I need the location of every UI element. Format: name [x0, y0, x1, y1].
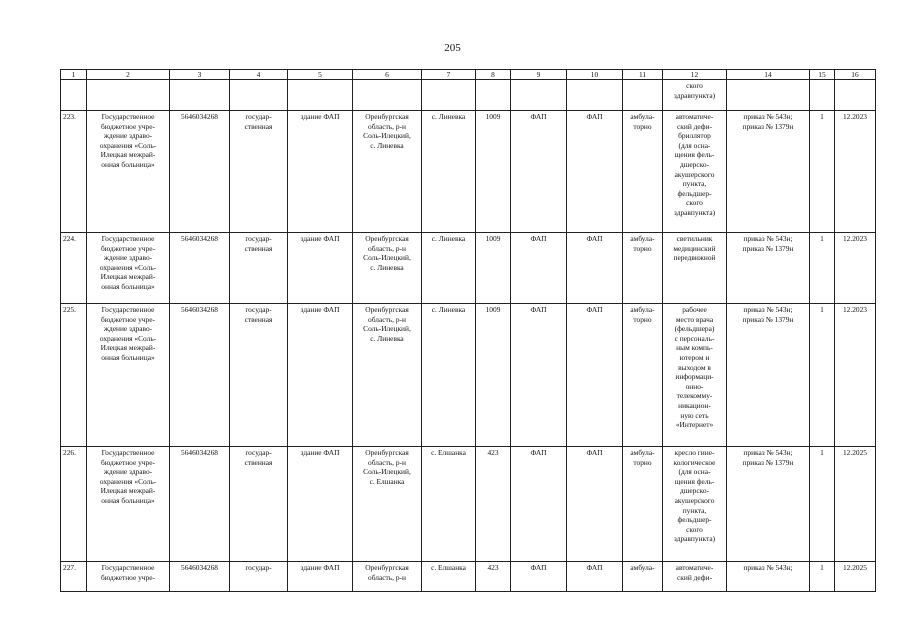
equipment-cell: светильник медицинский передвижной — [663, 233, 727, 304]
order-cell: приказ № 543н; приказ № 1379н — [727, 111, 810, 233]
row-number-cell: 227. — [61, 562, 87, 592]
column-number-header: 2 — [87, 70, 170, 80]
column-number-header: 6 — [353, 70, 422, 80]
table-row — [61, 233, 876, 304]
settlement-cell: с. Линевка — [422, 304, 476, 447]
column-number-header: 16 — [835, 70, 876, 80]
column-number-header: 3 — [170, 70, 230, 80]
facility-type-cell: ФАП — [511, 111, 567, 233]
column-number-header: 8 — [476, 70, 511, 80]
column-number-header: 1 — [61, 70, 87, 80]
care-condition-cell: амбула- торно — [623, 304, 663, 447]
date-cell: 12.2023 — [835, 304, 876, 447]
care-condition-cell: амбула- торно — [623, 111, 663, 233]
facility-type-cell: ФАП — [511, 562, 567, 592]
building-cell: здание ФАП — [288, 562, 353, 592]
settlement-cell: с. Елшанка — [422, 447, 476, 562]
column-number-header: 5 — [288, 70, 353, 80]
equipment-cell: автоматиче- ский дефи- — [663, 562, 727, 592]
inn-cell: 5646034268 — [170, 447, 230, 562]
table-row — [61, 304, 876, 447]
column-number-header: 11 — [623, 70, 663, 80]
organization-cell: Государственное бюджетное учре- ждение здраво- охранения «Соль- Илецкая межрай- онная больница» — [87, 111, 170, 233]
order-cell: приказ № 543н; приказ № 1379н — [727, 233, 810, 304]
facility-kind-cell: ФАП — [567, 233, 623, 304]
inn-cell: 5646034268 — [170, 233, 230, 304]
ownership-cell: государ- ственная — [230, 304, 288, 447]
care-condition-cell: амбула- — [623, 562, 663, 592]
row-number-cell: 223. — [61, 111, 87, 233]
column-number-header: 9 — [511, 70, 567, 80]
date-cell: 12.2023 — [835, 111, 876, 233]
care-condition-cell: амбула- торно — [623, 233, 663, 304]
facility-type-cell: ФАП — [511, 304, 567, 447]
date-cell: 12.2023 — [835, 233, 876, 304]
column-number-header: 15 — [810, 70, 835, 80]
order-cell: приказ № 543н; — [727, 562, 810, 592]
building-cell: здание ФАП — [288, 233, 353, 304]
population-cell: 1009 — [476, 111, 511, 233]
ownership-cell: государ- ственная — [230, 447, 288, 562]
organization-cell: Государственное бюджетное учре- ждение здраво- охранения «Соль- Илецкая межрай- онная больница» — [87, 447, 170, 562]
quantity-cell: 1 — [810, 111, 835, 233]
facility-kind-cell: ФАП — [567, 304, 623, 447]
column-number-header: 7 — [422, 70, 476, 80]
quantity-cell: 1 — [810, 447, 835, 562]
quantity-cell: 1 — [810, 304, 835, 447]
quantity-cell: 1 — [810, 562, 835, 592]
quantity-cell: 1 — [810, 233, 835, 304]
building-cell: здание ФАП — [288, 304, 353, 447]
row-number-cell: 225. — [61, 304, 87, 447]
ownership-cell: государ- ственная — [230, 233, 288, 304]
date-cell: 12.2025 — [835, 562, 876, 592]
row-number-cell: 224. — [61, 233, 87, 304]
organization-cell: Государственное бюджетное учре- — [87, 562, 170, 592]
column-number-header: 4 — [230, 70, 288, 80]
inn-cell: 5646034268 — [170, 562, 230, 592]
order-cell: приказ № 543н; приказ № 1379н — [727, 447, 810, 562]
settlement-cell: с. Линевка — [422, 111, 476, 233]
column-number-header: 12 — [663, 70, 727, 80]
address-cell: Оренбургская область, р-н Соль-Илецкий, с. Линевка — [353, 111, 422, 233]
equipment-table — [60, 69, 876, 592]
continuation-row — [61, 80, 876, 111]
address-cell: Оренбургская область, р-н Соль-Илецкий, с. Елшанка — [353, 447, 422, 562]
settlement-cell: с. Елшанка — [422, 562, 476, 592]
population-cell: 423 — [476, 447, 511, 562]
inn-cell: 5646034268 — [170, 304, 230, 447]
building-cell: здание ФАП — [288, 447, 353, 562]
equipment-cell: автоматиче- ский дефи- бриллятор (для осна- щения фель- дшерско- акушерского пункта, фельдшер- ского здравпункта) — [663, 111, 727, 233]
facility-type-cell: ФАП — [511, 233, 567, 304]
population-cell: 1009 — [476, 233, 511, 304]
inn-cell: 5646034268 — [170, 111, 230, 233]
table-row — [61, 111, 876, 233]
organization-cell: Государственное бюджетное учре- ждение здраво- охранения «Соль- Илецкая межрай- онная больница» — [87, 304, 170, 447]
equipment-cell: кресло гине- кологическое (для осна- щения фель- дшерско- акушерского пункта, фельдшер- ского здравпункта) — [663, 447, 727, 562]
column-number-row — [61, 70, 876, 80]
equipment-cell: рабочее место врача (фельдшера) с персональ- ным компь- ютером и выходом в информаци- онно- телекомму- никацион- ную сеть «Интернет» — [663, 304, 727, 447]
facility-kind-cell: ФАП — [567, 447, 623, 562]
organization-cell: Государственное бюджетное учре- ждение здраво- охранения «Соль- Илецкая межрай- онная больница» — [87, 233, 170, 304]
table-row — [61, 562, 876, 592]
page-number: 205 — [444, 42, 461, 54]
facility-kind-cell: ФАП — [567, 562, 623, 592]
facility-type-cell: ФАП — [511, 447, 567, 562]
ownership-cell: государ- — [230, 562, 288, 592]
column-number-header: 10 — [567, 70, 623, 80]
address-cell: Оренбургская область, р-н — [353, 562, 422, 592]
address-cell: Оренбургская область, р-н Соль-Илецкий, с. Линевка — [353, 304, 422, 447]
column-number-header: 14 — [727, 70, 810, 80]
row-number-cell: 226. — [61, 447, 87, 562]
order-cell: приказ № 543н; приказ № 1379н — [727, 304, 810, 447]
date-cell: 12.2025 — [835, 447, 876, 562]
population-cell: 1009 — [476, 304, 511, 447]
facility-kind-cell: ФАП — [567, 111, 623, 233]
ownership-cell: государ- ственная — [230, 111, 288, 233]
care-condition-cell: амбула- торно — [623, 447, 663, 562]
continuation-equipment-cell: ского здравпункта) — [663, 80, 727, 111]
table-row — [61, 447, 876, 562]
building-cell: здание ФАП — [288, 111, 353, 233]
address-cell: Оренбургская область, р-н Соль-Илецкий, с. Линевка — [353, 233, 422, 304]
population-cell: 423 — [476, 562, 511, 592]
settlement-cell: с. Линевка — [422, 233, 476, 304]
